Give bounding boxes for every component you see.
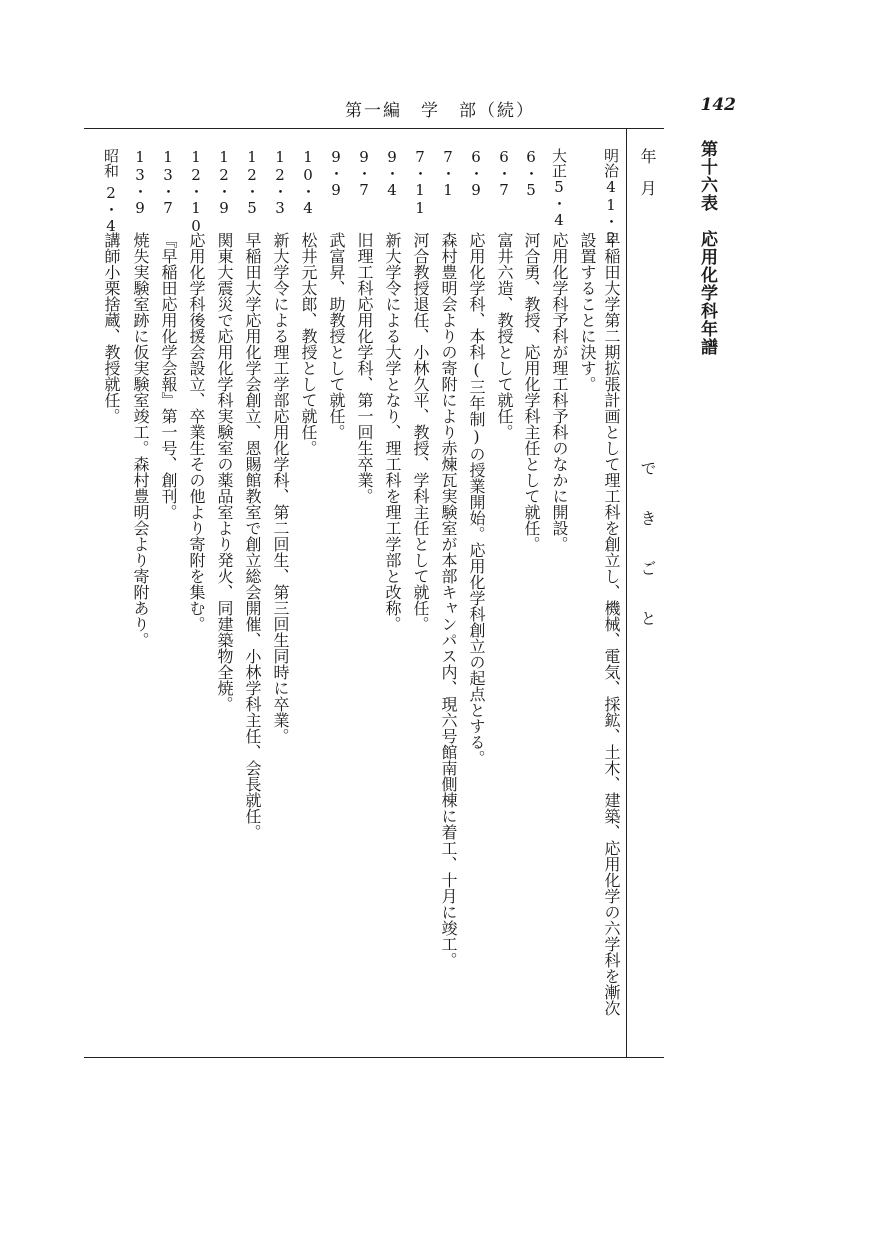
row-event-line: 講師小栗捨蔵、教授就任。 — [102, 232, 121, 424]
row-date: 12・3 — [271, 148, 289, 217]
running-head: 第一編 学 部（続） — [345, 101, 535, 121]
row-date-era: 昭和 — [102, 148, 120, 178]
row-event-line: 早稲田大学第二期拡張計画として理工科を創立し、機械、電気、採鉱、土木、建築、応用化学の六学科を漸次 — [602, 232, 621, 1016]
row-date: 7・11 — [411, 148, 429, 217]
row-date: 明治41・2 — [602, 148, 620, 247]
column-header-year-month: 年 月 — [638, 148, 657, 196]
row-event-line: 応用化学科後援会設立、卒業生その他より寄附を集む。 — [187, 232, 206, 632]
row-event-line: 河合勇、教授、応用化学科主任として就任。 — [522, 232, 541, 552]
row-date: 9・9 — [327, 148, 345, 199]
row-event-line: 河合教授退任、小林久平、教授、学科主任として就任。 — [411, 232, 430, 632]
row-date: 13・7 — [159, 148, 177, 217]
row-date: 13・9 — [131, 148, 149, 217]
row-event-line: 設置することに決す。 — [578, 232, 597, 392]
row-event-line: 関東大震災で応用化学科実験室の薬品室より発火、同建築物全焼。 — [215, 232, 234, 712]
row-event-line: 森村豊明会よりの寄附により赤煉瓦実験室が本部キャンパス内、現六号館南側棟に着工、十月に竣工。 — [439, 232, 458, 968]
row-date: 9・4 — [383, 148, 401, 199]
row-event-line: 応用化学科、本科(三年制)の授業開始。応用化学科創立の起点とする。 — [467, 232, 486, 766]
row-date: 2・4 — [102, 184, 120, 235]
row-date: 12・9 — [215, 148, 233, 217]
column-header-events: できごと — [638, 460, 657, 660]
row-event-line: 早稲田大学応用化学会創立、恩賜館教室で創立総会開催、小林学科主任、会長就任。 — [243, 232, 262, 840]
row-event-line: 応用化学科予科が理工科予科のなかに開設。 — [550, 232, 569, 552]
table-bottom-rule — [84, 1057, 664, 1058]
row-event-line: 『早稲田応用化学会報』第一号、創刊。 — [159, 232, 178, 520]
table-top-rule — [84, 128, 664, 129]
row-date: 6・5 — [522, 148, 540, 199]
row-event-line: 松井元太郎、教授として就任。 — [299, 232, 318, 456]
header-column-rule — [626, 128, 627, 1057]
page-number: 142 — [700, 95, 736, 115]
row-date: 12・10 — [187, 148, 205, 235]
row-event-line: 武富昇、助教授として就任。 — [327, 232, 346, 440]
row-date: 6・7 — [495, 148, 513, 199]
row-date: 9・7 — [355, 148, 373, 199]
row-event-line: 新大学令による理工学部応用化学科、第二回生、第三回生同時に卒業。 — [271, 232, 290, 744]
row-date: 6・9 — [467, 148, 485, 199]
row-event-line: 富井六造、教授として就任。 — [495, 232, 514, 440]
row-date: 大正5・4 — [550, 148, 568, 229]
row-event-line: 新大学令による大学となり、理工科を理工学部と改称。 — [383, 232, 402, 632]
row-date: 12・5 — [243, 148, 261, 217]
row-event-line: 焼失実験室跡に仮実験室竣工。森村豊明会より寄附あり。 — [131, 232, 150, 648]
row-date: 7・1 — [439, 148, 457, 199]
row-date: 10・4 — [299, 148, 317, 217]
table-title: 第十六表 応用化学科年譜 — [697, 140, 717, 356]
row-event-line: 旧理工科応用化学科、第一回生卒業。 — [355, 232, 374, 504]
